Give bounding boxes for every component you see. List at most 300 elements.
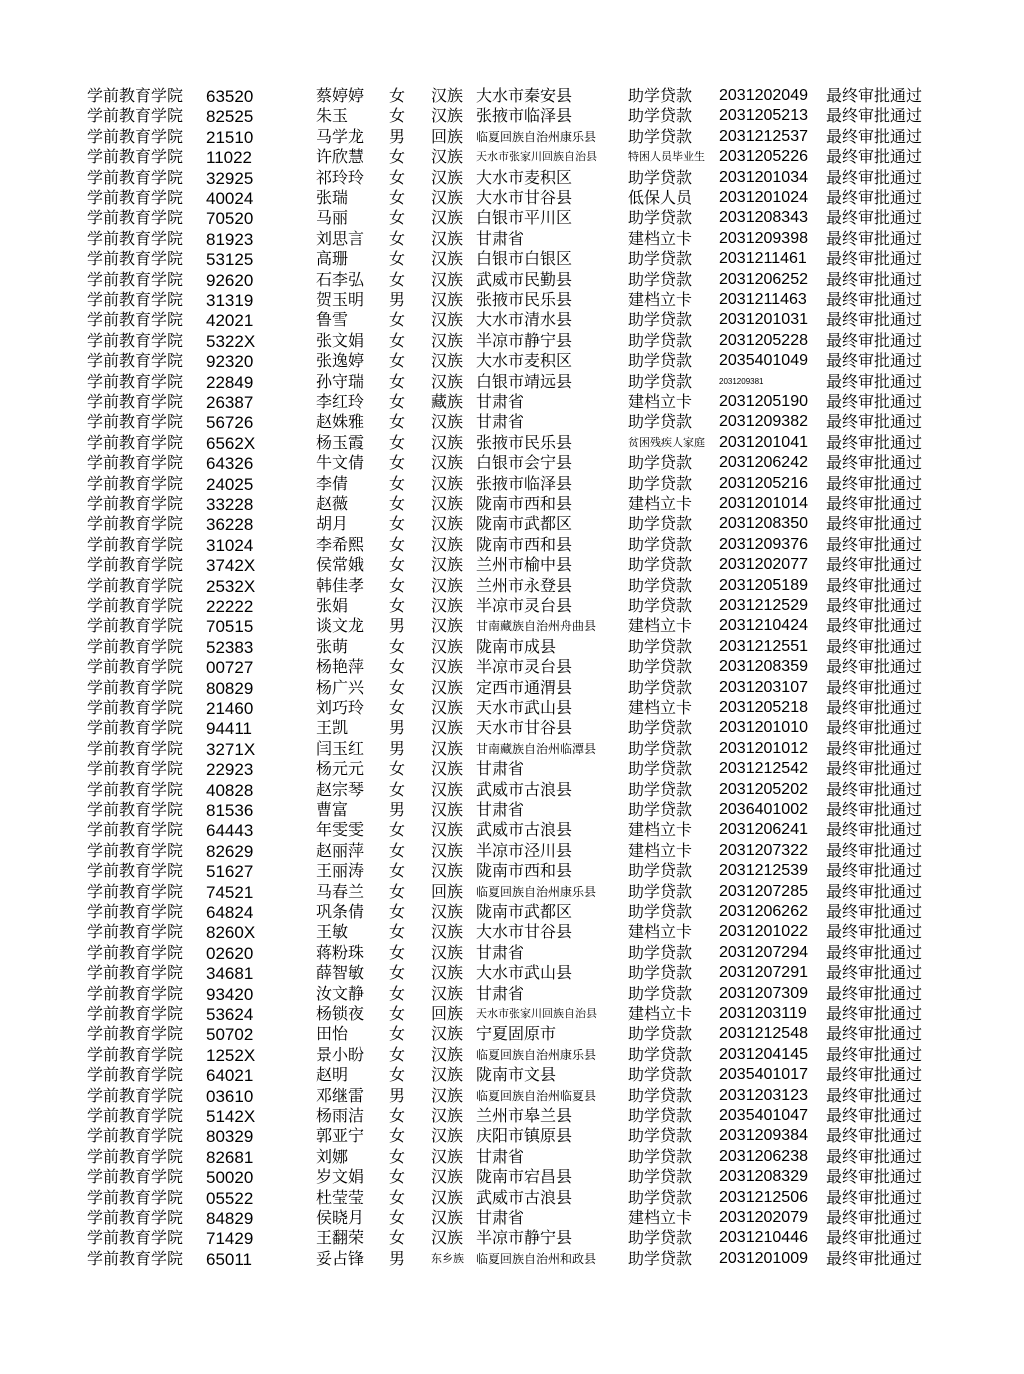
ethnicity-cell: 汉族 bbox=[431, 738, 464, 758]
name-cell: 许欣慧 bbox=[316, 147, 365, 167]
hometown-cell: 甘肃省 bbox=[476, 942, 525, 962]
ethnicity-cell: 汉族 bbox=[431, 942, 464, 962]
college-cell: 学前教育学院 bbox=[87, 1065, 184, 1085]
aid-type-cell: 助学贷款 bbox=[628, 636, 693, 656]
application-no-cell: 2031201014 bbox=[719, 495, 808, 512]
name-cell: 李倩 bbox=[316, 473, 349, 493]
name-cell: 闫玉红 bbox=[316, 738, 365, 758]
table-row bbox=[0, 800, 1024, 820]
approval-status-cell: 最终审批通过 bbox=[826, 1106, 923, 1125]
ethnicity-cell: 汉族 bbox=[431, 555, 464, 575]
application-no-cell: 2031209376 bbox=[719, 535, 808, 553]
student-id-cell: 22222 bbox=[206, 597, 254, 616]
gender-cell: 女 bbox=[389, 188, 406, 207]
name-cell: 刘巧玲 bbox=[316, 698, 365, 717]
gender-cell: 女 bbox=[389, 228, 406, 248]
college-cell: 学前教育学院 bbox=[87, 657, 184, 677]
hometown-cell: 张掖市民乐县 bbox=[476, 432, 573, 452]
ethnicity-cell: 汉族 bbox=[431, 840, 464, 860]
approval-status-cell: 最终审批通过 bbox=[826, 1004, 923, 1023]
name-cell: 高珊 bbox=[316, 249, 349, 269]
student-id-cell: 22849 bbox=[206, 372, 254, 392]
student-id-cell: 92620 bbox=[206, 270, 254, 290]
student-id-cell: 81923 bbox=[206, 229, 254, 249]
application-no-cell: 2036401002 bbox=[719, 801, 808, 818]
college-cell: 学前教育学院 bbox=[87, 534, 184, 554]
approval-status-cell: 最终审批通过 bbox=[826, 1044, 923, 1064]
ethnicity-cell: 汉族 bbox=[431, 596, 464, 615]
approval-status-cell: 最终审批通过 bbox=[826, 1126, 923, 1146]
approval-status-cell: 最终审批通过 bbox=[826, 1187, 923, 1207]
table-row bbox=[0, 270, 1024, 290]
aid-type-cell: 助学贷款 bbox=[628, 657, 693, 677]
approval-status-cell: 最终审批通过 bbox=[826, 575, 923, 595]
table-row bbox=[0, 902, 1024, 922]
aid-type-cell: 助学贷款 bbox=[628, 759, 693, 779]
name-cell: 侯晓月 bbox=[316, 1208, 365, 1227]
student-id-cell: 65011 bbox=[206, 1249, 253, 1269]
student-id-cell: 80829 bbox=[206, 678, 254, 698]
hometown-cell: 武威市古浪县 bbox=[476, 820, 573, 840]
hometown-cell: 甘肃省 bbox=[476, 983, 525, 1003]
college-cell: 学前教育学院 bbox=[87, 963, 184, 983]
ethnicity-cell: 汉族 bbox=[431, 290, 464, 309]
hometown-cell: 大水市麦积区 bbox=[476, 167, 573, 187]
college-cell: 学前教育学院 bbox=[87, 453, 184, 473]
college-cell: 学前教育学院 bbox=[87, 473, 184, 493]
gender-cell: 女 bbox=[389, 494, 406, 513]
hometown-cell: 张掖市临泽县 bbox=[476, 473, 573, 493]
table-row bbox=[0, 555, 1024, 575]
student-id-cell: 1252X bbox=[206, 1045, 256, 1065]
table-row bbox=[0, 290, 1024, 310]
hometown-cell: 武威市民勤县 bbox=[476, 269, 573, 289]
hometown-cell: 临夏回族自治州康乐县 bbox=[476, 1047, 597, 1062]
application-no-cell: 2031202079 bbox=[719, 1209, 808, 1226]
application-no-cell: 2031210424 bbox=[719, 617, 808, 635]
gender-cell: 女 bbox=[389, 963, 406, 983]
hometown-cell: 宁夏固原市 bbox=[476, 1024, 557, 1044]
approval-status-cell: 最终审批通过 bbox=[826, 106, 923, 126]
student-id-cell: 2532X bbox=[206, 576, 256, 596]
college-cell: 学前教育学院 bbox=[87, 1167, 184, 1187]
aid-type-cell: 助学贷款 bbox=[628, 575, 693, 595]
application-no-cell: 2031201010 bbox=[719, 719, 808, 737]
approval-status-cell: 最终审批通过 bbox=[826, 636, 923, 656]
name-cell: 祁玲玲 bbox=[316, 167, 365, 187]
gender-cell: 女 bbox=[389, 534, 406, 554]
name-cell: 妥占锋 bbox=[316, 1248, 365, 1268]
gender-cell: 女 bbox=[389, 902, 406, 921]
table-row bbox=[0, 963, 1024, 983]
aid-type-cell: 助学贷款 bbox=[628, 902, 693, 921]
college-cell: 学前教育学院 bbox=[87, 881, 184, 901]
college-cell: 学前教育学院 bbox=[87, 820, 184, 840]
name-cell: 李红玲 bbox=[316, 392, 365, 411]
approval-status-cell: 最终审批通过 bbox=[826, 840, 923, 860]
approval-status-cell: 最终审批通过 bbox=[826, 534, 923, 554]
approval-status-cell: 最终审批通过 bbox=[826, 820, 923, 840]
table-row bbox=[0, 820, 1024, 840]
gender-cell: 女 bbox=[389, 106, 406, 126]
hometown-cell: 张掖市临泽县 bbox=[476, 106, 573, 126]
hometown-cell: 甘肃省 bbox=[476, 800, 525, 819]
approval-status-cell: 最终审批通过 bbox=[826, 310, 923, 330]
college-cell: 学前教育学院 bbox=[87, 1044, 184, 1064]
application-no-cell: 2031202077 bbox=[719, 556, 808, 574]
gender-cell: 女 bbox=[389, 1187, 406, 1207]
application-no-cell: 2031203107 bbox=[719, 678, 808, 696]
gender-cell: 男 bbox=[389, 616, 406, 636]
approval-status-cell: 最终审批通过 bbox=[826, 779, 923, 799]
hometown-cell: 临夏回族自治州和政县 bbox=[476, 1251, 597, 1266]
ethnicity-cell: 汉族 bbox=[431, 1146, 464, 1166]
ethnicity-cell: 东乡族 bbox=[431, 1251, 464, 1265]
application-no-cell: 2031201009 bbox=[719, 1249, 808, 1267]
student-id-cell: 82681 bbox=[206, 1147, 254, 1167]
aid-type-cell: 助学贷款 bbox=[628, 779, 693, 799]
approval-status-cell: 最终审批通过 bbox=[826, 1228, 923, 1248]
gender-cell: 男 bbox=[389, 1248, 406, 1268]
application-no-cell: 2031211463 bbox=[719, 291, 807, 308]
gender-cell: 女 bbox=[389, 330, 406, 350]
aid-type-cell: 助学贷款 bbox=[628, 351, 693, 371]
name-cell: 张瑞 bbox=[316, 188, 349, 207]
college-cell: 学前教育学院 bbox=[87, 902, 184, 921]
ethnicity-cell: 汉族 bbox=[431, 1106, 464, 1125]
ethnicity-cell: 汉族 bbox=[431, 249, 464, 269]
gender-cell: 女 bbox=[389, 473, 406, 493]
student-id-cell: 21460 bbox=[206, 699, 254, 718]
ethnicity-cell: 汉族 bbox=[431, 1208, 464, 1227]
aid-type-cell: 建档立卡 bbox=[628, 494, 693, 513]
name-cell: 王翻荣 bbox=[316, 1228, 365, 1248]
ethnicity-cell: 汉族 bbox=[431, 1167, 464, 1187]
ethnicity-cell: 汉族 bbox=[431, 616, 464, 636]
table-row bbox=[0, 698, 1024, 718]
name-cell: 牛文倩 bbox=[316, 453, 365, 473]
aid-type-cell: 助学贷款 bbox=[628, 942, 693, 962]
college-cell: 学前教育学院 bbox=[87, 1024, 184, 1044]
approval-status-cell: 最终审批通过 bbox=[826, 412, 923, 432]
name-cell: 曹富 bbox=[316, 800, 349, 819]
hometown-cell: 白银市平川区 bbox=[476, 208, 573, 228]
application-no-cell: 2031205202 bbox=[719, 780, 808, 798]
table-row bbox=[0, 1228, 1024, 1248]
approval-status-cell: 最终审批通过 bbox=[826, 1085, 923, 1105]
application-no-cell: 2031205213 bbox=[719, 107, 808, 125]
gender-cell: 女 bbox=[389, 657, 406, 677]
gender-cell: 女 bbox=[389, 596, 406, 615]
application-no-cell: 2031206238 bbox=[719, 1147, 808, 1165]
college-cell: 学前教育学院 bbox=[87, 1085, 184, 1105]
college-cell: 学前教育学院 bbox=[87, 1228, 184, 1248]
hometown-cell: 白银市会宁县 bbox=[476, 453, 573, 473]
application-no-cell: 2031201012 bbox=[719, 739, 808, 757]
student-id-cell: 31024 bbox=[206, 535, 254, 555]
ethnicity-cell: 汉族 bbox=[431, 902, 464, 921]
approval-status-cell: 最终审批通过 bbox=[826, 371, 923, 391]
table-row bbox=[0, 1045, 1024, 1065]
table-row bbox=[0, 1188, 1024, 1208]
application-no-cell: 2031211461 bbox=[719, 250, 807, 268]
ethnicity-cell: 汉族 bbox=[431, 820, 464, 840]
ethnicity-cell: 汉族 bbox=[431, 208, 464, 228]
ethnicity-cell: 汉族 bbox=[431, 677, 464, 697]
aid-type-cell: 助学贷款 bbox=[628, 310, 693, 330]
hometown-cell: 陇南市武都区 bbox=[476, 902, 573, 921]
table-row bbox=[0, 1147, 1024, 1167]
student-id-cell: 64824 bbox=[206, 903, 254, 922]
approval-status-cell: 最终审批通过 bbox=[826, 167, 923, 187]
table-row bbox=[0, 1106, 1024, 1126]
name-cell: 岁文娟 bbox=[316, 1167, 365, 1187]
college-cell: 学前教育学院 bbox=[87, 208, 184, 228]
aid-type-cell: 建档立卡 bbox=[628, 840, 693, 860]
aid-type-cell: 助学贷款 bbox=[628, 167, 693, 187]
table-row bbox=[0, 127, 1024, 147]
name-cell: 石李弘 bbox=[316, 269, 365, 289]
table-row bbox=[0, 759, 1024, 779]
approval-status-cell: 最终审批通过 bbox=[826, 1065, 923, 1085]
ethnicity-cell: 汉族 bbox=[431, 779, 464, 799]
ethnicity-cell: 汉族 bbox=[431, 1044, 464, 1064]
aid-type-cell: 建档立卡 bbox=[628, 616, 693, 636]
name-cell: 杨锁夜 bbox=[316, 1004, 365, 1023]
student-id-cell: 93420 bbox=[206, 984, 254, 1004]
application-no-cell: 2031209381 bbox=[719, 376, 764, 386]
application-no-cell: 2031205216 bbox=[719, 474, 808, 492]
gender-cell: 女 bbox=[389, 1167, 406, 1187]
approval-status-cell: 最终审批通过 bbox=[826, 432, 923, 452]
gender-cell: 女 bbox=[389, 779, 406, 799]
student-id-cell: 33228 bbox=[206, 495, 254, 514]
college-cell: 学前教育学院 bbox=[87, 718, 184, 738]
aid-type-cell: 建档立卡 bbox=[628, 392, 693, 411]
ethnicity-cell: 回族 bbox=[431, 1004, 464, 1023]
name-cell: 刘娜 bbox=[316, 1146, 349, 1166]
college-cell: 学前教育学院 bbox=[87, 800, 184, 819]
aid-type-cell: 助学贷款 bbox=[628, 963, 693, 983]
name-cell: 年雯雯 bbox=[316, 820, 365, 840]
ethnicity-cell: 汉族 bbox=[431, 310, 464, 330]
ethnicity-cell: 汉族 bbox=[431, 412, 464, 432]
gender-cell: 女 bbox=[389, 208, 406, 228]
college-cell: 学前教育学院 bbox=[87, 167, 184, 187]
approval-status-cell: 最终审批通过 bbox=[826, 473, 923, 493]
hometown-cell: 半凉市泾川县 bbox=[476, 840, 573, 860]
college-cell: 学前教育学院 bbox=[87, 126, 184, 146]
application-no-cell: 2031206262 bbox=[719, 903, 808, 920]
approval-status-cell: 最终审批通过 bbox=[826, 1167, 923, 1187]
application-no-cell: 2031205190 bbox=[719, 393, 808, 410]
college-cell: 学前教育学院 bbox=[87, 861, 184, 881]
approval-status-cell: 最终审批通过 bbox=[826, 1024, 923, 1044]
ethnicity-cell: 汉族 bbox=[431, 575, 464, 595]
aid-type-cell: 助学贷款 bbox=[628, 861, 693, 881]
application-no-cell: 2031212539 bbox=[719, 862, 808, 880]
student-id-cell: 50020 bbox=[206, 1168, 254, 1188]
approval-status-cell: 最终审批通过 bbox=[826, 249, 923, 269]
gender-cell: 女 bbox=[389, 514, 406, 534]
ethnicity-cell: 汉族 bbox=[431, 188, 464, 207]
hometown-cell: 半凉市灵台县 bbox=[476, 657, 573, 677]
gender-cell: 女 bbox=[389, 453, 406, 473]
application-no-cell: 2031205228 bbox=[719, 331, 808, 349]
gender-cell: 男 bbox=[389, 1085, 406, 1105]
student-id-cell: 64326 bbox=[206, 454, 254, 474]
hometown-cell: 陇南市宕昌县 bbox=[476, 1167, 573, 1187]
approval-status-cell: 最终审批通过 bbox=[826, 1248, 923, 1268]
college-cell: 学前教育学院 bbox=[87, 106, 184, 126]
college-cell: 学前教育学院 bbox=[87, 738, 184, 758]
table-row bbox=[0, 596, 1024, 616]
table-row bbox=[0, 147, 1024, 167]
hometown-cell: 陇南市西和县 bbox=[476, 861, 573, 881]
aid-type-cell: 建档立卡 bbox=[628, 1004, 693, 1023]
ethnicity-cell: 汉族 bbox=[431, 1126, 464, 1146]
table-row bbox=[0, 331, 1024, 351]
college-cell: 学前教育学院 bbox=[87, 392, 184, 411]
student-id-cell: 3271X bbox=[206, 739, 256, 759]
approval-status-cell: 最终审批通过 bbox=[826, 963, 923, 983]
college-cell: 学前教育学院 bbox=[87, 1248, 184, 1268]
student-id-cell: 03610 bbox=[206, 1086, 254, 1106]
gender-cell: 女 bbox=[389, 840, 406, 860]
hometown-cell: 临夏回族自治州康乐县 bbox=[476, 129, 597, 144]
table-row bbox=[0, 780, 1024, 800]
gender-cell: 女 bbox=[389, 983, 406, 1003]
hometown-cell: 甘肃省 bbox=[476, 1146, 525, 1166]
aid-type-cell: 助学贷款 bbox=[628, 1044, 693, 1064]
ethnicity-cell: 回族 bbox=[431, 881, 464, 901]
aid-type-cell: 助学贷款 bbox=[628, 881, 693, 901]
gender-cell: 男 bbox=[389, 718, 406, 738]
gender-cell: 女 bbox=[389, 1228, 406, 1248]
name-cell: 谈文龙 bbox=[316, 616, 365, 636]
gender-cell: 女 bbox=[389, 371, 406, 391]
gender-cell: 女 bbox=[389, 575, 406, 595]
student-id-cell: 34681 bbox=[206, 964, 254, 984]
student-id-cell: 53624 bbox=[206, 1005, 254, 1024]
hometown-cell: 白银市靖远县 bbox=[476, 371, 573, 391]
application-no-cell: 2031206252 bbox=[719, 270, 808, 288]
application-no-cell: 2031208343 bbox=[719, 209, 808, 227]
college-cell: 学前教育学院 bbox=[87, 575, 184, 595]
approval-status-cell: 最终审批通过 bbox=[826, 902, 923, 921]
hometown-cell: 陇南市文县 bbox=[476, 1065, 557, 1085]
college-cell: 学前教育学院 bbox=[87, 412, 184, 432]
aid-type-cell: 建档立卡 bbox=[628, 698, 693, 717]
table-row bbox=[0, 535, 1024, 555]
college-cell: 学前教育学院 bbox=[87, 677, 184, 697]
application-no-cell: 2031210446 bbox=[719, 1229, 808, 1247]
student-id-cell: 92320 bbox=[206, 352, 254, 372]
approval-status-cell: 最终审批通过 bbox=[826, 922, 923, 942]
application-no-cell: 2031208350 bbox=[719, 515, 808, 533]
name-cell: 赵姝雅 bbox=[316, 412, 365, 432]
table-row bbox=[0, 1004, 1024, 1024]
name-cell: 张逸婷 bbox=[316, 351, 365, 371]
application-no-cell: 2031203123 bbox=[719, 1086, 808, 1104]
student-id-cell: 51627 bbox=[206, 862, 254, 882]
gender-cell: 男 bbox=[389, 738, 406, 758]
approval-status-cell: 最终审批通过 bbox=[826, 555, 923, 575]
ethnicity-cell: 汉族 bbox=[431, 106, 464, 126]
approval-status-cell: 最终审批通过 bbox=[826, 677, 923, 697]
college-cell: 学前教育学院 bbox=[87, 942, 184, 962]
aid-type-cell: 助学贷款 bbox=[628, 514, 693, 534]
student-id-cell: 50702 bbox=[206, 1025, 254, 1045]
hometown-cell: 半凉市静宁县 bbox=[476, 1228, 573, 1248]
college-cell: 学前教育学院 bbox=[87, 310, 184, 330]
college-cell: 学前教育学院 bbox=[87, 249, 184, 269]
hometown-cell: 天水市甘谷县 bbox=[476, 718, 573, 738]
hometown-cell: 兰州市永登县 bbox=[476, 575, 573, 595]
approval-status-cell: 最终审批通过 bbox=[826, 330, 923, 350]
student-id-cell: 53125 bbox=[206, 250, 254, 270]
table-row bbox=[0, 106, 1024, 126]
gender-cell: 女 bbox=[389, 147, 406, 167]
student-id-cell: 31319 bbox=[206, 291, 254, 310]
application-no-cell: 2031209382 bbox=[719, 413, 808, 431]
hometown-cell: 定西市通渭县 bbox=[476, 677, 573, 697]
student-id-cell: 64443 bbox=[206, 821, 254, 841]
hometown-cell: 陇南市武都区 bbox=[476, 514, 573, 534]
table-row bbox=[0, 372, 1024, 392]
student-id-cell: 81536 bbox=[206, 801, 254, 820]
college-cell: 学前教育学院 bbox=[87, 840, 184, 860]
application-no-cell: 2031212506 bbox=[719, 1188, 808, 1206]
application-no-cell: 2035401047 bbox=[719, 1107, 808, 1124]
gender-cell: 女 bbox=[389, 1044, 406, 1064]
name-cell: 赵薇 bbox=[316, 494, 349, 513]
hometown-cell: 天水市张家川回族自治县 bbox=[476, 1007, 597, 1020]
student-id-cell: 5142X bbox=[206, 1107, 256, 1126]
hometown-cell: 甘肃省 bbox=[476, 412, 525, 432]
college-cell: 学前教育学院 bbox=[87, 779, 184, 799]
approval-status-cell: 最终审批通过 bbox=[826, 351, 923, 371]
college-cell: 学前教育学院 bbox=[87, 432, 184, 452]
student-id-cell: 42021 bbox=[206, 311, 254, 331]
name-cell: 郭亚宁 bbox=[316, 1126, 365, 1146]
approval-status-cell: 最终审批通过 bbox=[826, 208, 923, 228]
ethnicity-cell: 汉族 bbox=[431, 432, 464, 452]
ethnicity-cell: 汉族 bbox=[431, 759, 464, 779]
student-id-cell: 63520 bbox=[206, 87, 254, 106]
name-cell: 赵宗琴 bbox=[316, 779, 365, 799]
table-row bbox=[0, 922, 1024, 942]
student-id-cell: 24025 bbox=[206, 474, 254, 494]
ethnicity-cell: 汉族 bbox=[431, 1024, 464, 1044]
approval-status-cell: 最终审批通过 bbox=[826, 494, 923, 513]
application-no-cell: 2031205189 bbox=[719, 576, 808, 594]
approval-status-cell: 最终审批通过 bbox=[826, 698, 923, 717]
name-cell: 贺玉明 bbox=[316, 290, 365, 309]
hometown-cell: 张掖市民乐县 bbox=[476, 290, 573, 309]
table-row bbox=[0, 984, 1024, 1004]
college-cell: 学前教育学院 bbox=[87, 269, 184, 289]
hometown-cell: 白银市白银区 bbox=[476, 249, 573, 269]
college-cell: 学前教育学院 bbox=[87, 290, 184, 309]
name-cell: 刘思言 bbox=[316, 228, 365, 248]
approval-status-cell: 最终审批通过 bbox=[826, 514, 923, 534]
table-row bbox=[0, 739, 1024, 759]
application-no-cell: 2031212542 bbox=[719, 760, 808, 778]
ethnicity-cell: 汉族 bbox=[431, 534, 464, 554]
hometown-cell: 临夏回族自治州康乐县 bbox=[476, 884, 597, 899]
student-id-cell: 40024 bbox=[206, 189, 254, 208]
